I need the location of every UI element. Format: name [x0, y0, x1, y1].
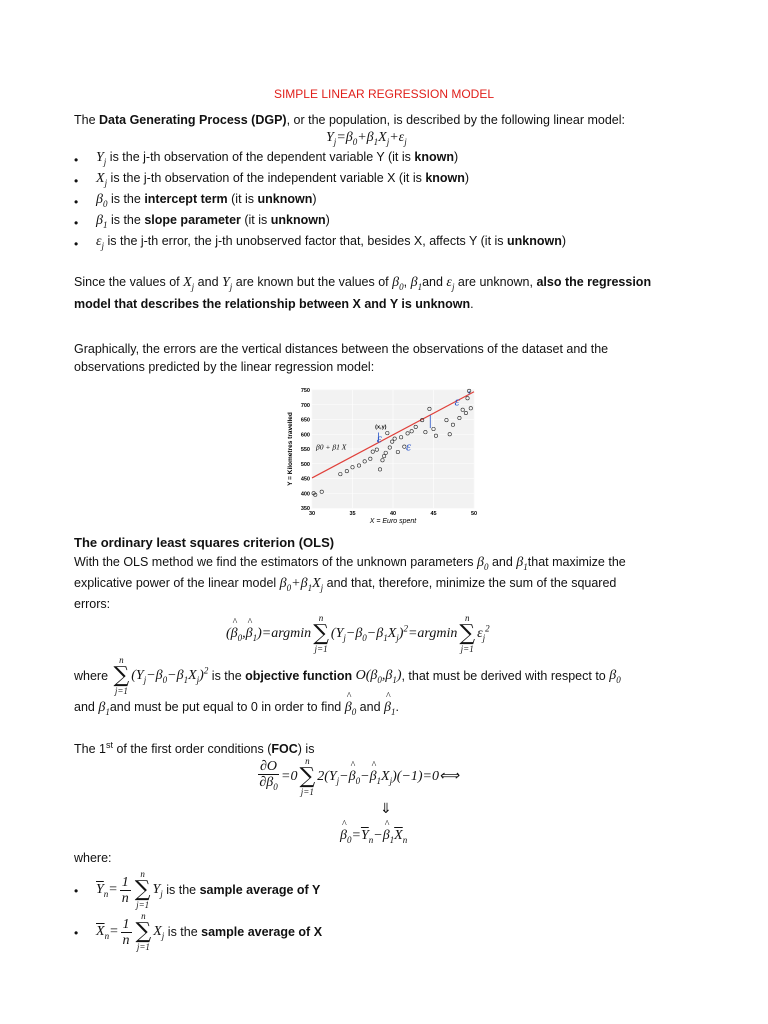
- derive-line: and $\beta_1and$ must be put equal to 0 in order to find ^ $\beta_0$ and ^ $\beta_1$.: [74, 700, 399, 717]
- beta0-hat-equation: ^ $\beta_0=\overline{Y}_n-\^{}$ $\beta_1\overline{X}_n$: [340, 828, 407, 845]
- y-tick-label: 350: [300, 506, 310, 512]
- y-tick-label: 650: [300, 417, 310, 424]
- bullet-dot: •: [74, 216, 79, 230]
- foc-intro: The 1st of the first order conditions (FOC) is: [74, 740, 315, 757]
- bullet-dot: •: [74, 153, 79, 167]
- y-tick-label: 500: [300, 461, 310, 468]
- x-tick-label: 50: [470, 511, 478, 517]
- regression-scatter-chart: [282, 384, 482, 526]
- bullet-dot: •: [74, 884, 79, 898]
- y-tick-label: 400: [300, 491, 310, 498]
- where-label: where:: [74, 851, 112, 865]
- y-tick-label: 450: [300, 476, 310, 483]
- implies-arrow: ⇓: [380, 800, 392, 816]
- bullet-dot: •: [74, 174, 79, 188]
- since-line-2: model that describes the relationship between X and Y is unknown.: [74, 297, 474, 311]
- graph-text-1: Graphically, the errors are the vertical distances between the observations of the dataset and the: [74, 342, 609, 356]
- bullet-dot: •: [74, 195, 79, 209]
- intro-text: The: [74, 113, 100, 127]
- dgp-intro: [74, 113, 625, 127]
- bullet-beta0: $\beta_0$ is the intercept term (it is unknown): [96, 192, 317, 209]
- bullet-dot: •: [74, 237, 79, 251]
- ols-line-1: With the OLS method we find the estimators of the unknown parameters $\beta_0$ and $\beta_1that$ maximize the: [74, 555, 626, 572]
- graph-text-2: observations predicted by the linear regression model:: [74, 360, 375, 374]
- ols-heading: The ordinary least squares criterion (OLS): [74, 535, 335, 550]
- foc-equation: $\frac{\partial O}{\partial\beta_0}$ =0 n ∑ j=1 $2(Y_j-\^{}$ $\beta_0-\^{}$ $\beta_1X_j)(-1)=0⟺$: [256, 757, 459, 797]
- y-axis-label: Y = Kilometres travelled: [287, 412, 294, 486]
- intro-dgp-bold: Data Generating Process (DGP): [99, 113, 287, 127]
- x-tick-label: 30: [308, 511, 316, 517]
- y-tick-label: 750: [300, 388, 310, 394]
- page-title: SIMPLE LINEAR REGRESSION MODEL: [273, 87, 495, 101]
- y-tick-label: 700: [300, 402, 310, 409]
- epsilon-annotation: ε: [405, 438, 412, 454]
- average-x: $\overline{X}_n=$ $\frac{1}{n}$ n ∑ j=1 $X_j$ is the sample average of X: [96, 911, 323, 952]
- since-line-1: Since the values of $X_j$ and $Y_j$ are known but the values of $\beta_0$, $\beta_1and$ $\varepsilon_j$ are unknown, also the regression: [74, 275, 652, 292]
- x-tick-label: 35: [349, 511, 356, 517]
- x-axis-label: X = Euro spent: [369, 518, 417, 525]
- bullet-dot: •: [74, 926, 79, 940]
- y-tick-label: 550: [300, 447, 310, 453]
- intro-text-end: , or the population, is described by the following linear model:: [286, 113, 625, 127]
- dgp-equation: $Y_j=\beta_0+\beta_1X_j+\varepsilon_j$: [326, 130, 407, 147]
- epsilon-annotation: ε: [454, 393, 460, 409]
- point-annotation: (x,y): [375, 424, 387, 431]
- ols-line-3: errors:: [74, 597, 111, 611]
- ols-argmin-equation: (^ $\beta_0,\^{}$ $\beta_1)=argmin$ n ∑ j=1 $(Y_j-\beta_0-\beta_1X_j)^2=argmin$ n ∑ j=1 $\varepsilon_j^2$: [226, 614, 490, 654]
- x-tick-label: 45: [430, 511, 437, 517]
- bullet-epsilon: $\varepsilon_j$ is the j-th error, the j-th unobserved factor that, besides X, affects Y (it is unknown): [96, 234, 567, 251]
- bullet-beta1: $\beta_1$ is the slope parameter (it is unknown): [96, 213, 330, 230]
- y-tick-label: 600: [300, 432, 310, 439]
- x-tick-label: 40: [389, 511, 397, 517]
- regression-line-label: β0 + β1 X: [316, 442, 347, 452]
- bullet-y: $Y_j$ is the j-th observation of the dependent variable Y (it is known): [96, 150, 459, 167]
- average-y: $\overline{Y}_n=$ $\frac{1}{n}$ n ∑ j=1 $Y_j$ is the sample average of Y: [96, 869, 321, 910]
- ols-line-2: explicative power of the linear model $\beta_0+\beta_1X_j$ and that, therefore, minimize the sum of the squared: [74, 576, 617, 593]
- epsilon-annotation: ε: [376, 430, 382, 446]
- bullet-x: $X_j$ is the j-th observation of the independent variable X (it is known): [96, 171, 470, 188]
- objective-line: where n ∑ j=1 $(Y_j-\beta_0-\beta_1X_j)^2$ is the objective function $O(\beta_0,\beta_1)$, that must be derived with respect to $\beta_0$: [74, 655, 621, 696]
